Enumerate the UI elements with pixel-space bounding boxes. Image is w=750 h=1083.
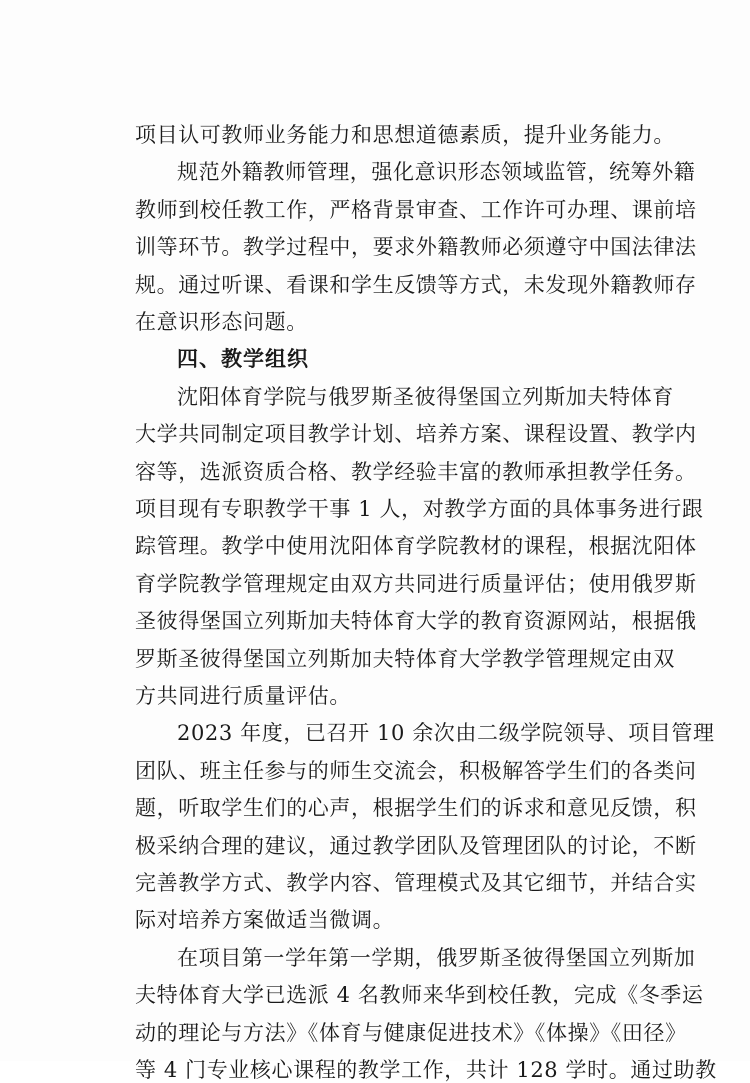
body-line: 项目认可教师业务能力和思想道德素质，提升业务能力。	[135, 123, 675, 147]
body-line: 在意识形态问题。	[135, 310, 308, 334]
body-line: 夫特体育大学已选派 4 名教师来华到校任教，完成《冬季运	[135, 983, 704, 1008]
body-line: 题，听取学生们的心声，根据学生们的诉求和意见反馈，积	[135, 796, 697, 821]
section-heading: 四、教学组织	[177, 347, 309, 372]
body-line: 教师到校任教工作，严格背景审查、工作许可办理、课前培	[135, 197, 697, 222]
body-line: 项目现有专职教学干事 1 人，对教学方面的具体事务进行跟	[135, 497, 704, 521]
body-line: 际对培养方案做适当微调。	[135, 908, 395, 933]
body-line: 2023 年度，已召开 10 余次由二级学院领导、项目管理	[177, 721, 715, 746]
body-line: 育学院教学管理规定由双方共同进行质量评估；使用俄罗斯	[135, 571, 697, 596]
body-line: 完善教学方式、教学内容、管理模式及其它细节，并结合实	[135, 871, 697, 895]
body-line: 规。通过听课、看课和学生反馈等方式，未发现外籍教师存	[135, 272, 697, 297]
body-line: 规范外籍教师管理，强化意识形态领域监管，统筹外籍	[177, 160, 696, 185]
body-line: 方共同进行质量评估。	[135, 684, 351, 708]
body-line: 大学共同制定项目教学计划、培养方案、课程设置、教学内	[135, 422, 697, 447]
body-line: 极采纳合理的建议，通过教学团队及管理团队的讨论，不断	[135, 833, 697, 858]
body-line: 容等，选派资质合格、教学经验丰富的教师承担教学任务。	[135, 459, 697, 484]
body-line: 团队、班主任参与的师生交流会，积极解答学生们的各类问	[135, 758, 697, 783]
body-line: 沈阳体育学院与俄罗斯圣彼得堡国立列斯加夫特体育	[177, 384, 674, 409]
body-line: 圣彼得堡国立列斯加夫特体育大学的教育资源网站，根据俄	[135, 609, 697, 634]
body-line: 在项目第一学年第一学期，俄罗斯圣彼得堡国立列斯加	[177, 945, 696, 970]
body-line: 罗斯圣彼得堡国立列斯加夫特体育大学教学管理规定由双	[135, 646, 675, 671]
body-line: 训等环节。教学过程中，要求外籍教师必须遵守中国法律法	[135, 235, 697, 260]
body-line: 踪管理。教学中使用沈阳体育学院教材的课程，根据沈阳体	[135, 534, 697, 559]
body-line: 动的理论与方法》《体育与健康促进技术》《体操》《田径》	[135, 1020, 687, 1045]
body-line: 等 4 门专业核心课程的教学工作，共计 128 学时。通过助教	[135, 1058, 717, 1082]
